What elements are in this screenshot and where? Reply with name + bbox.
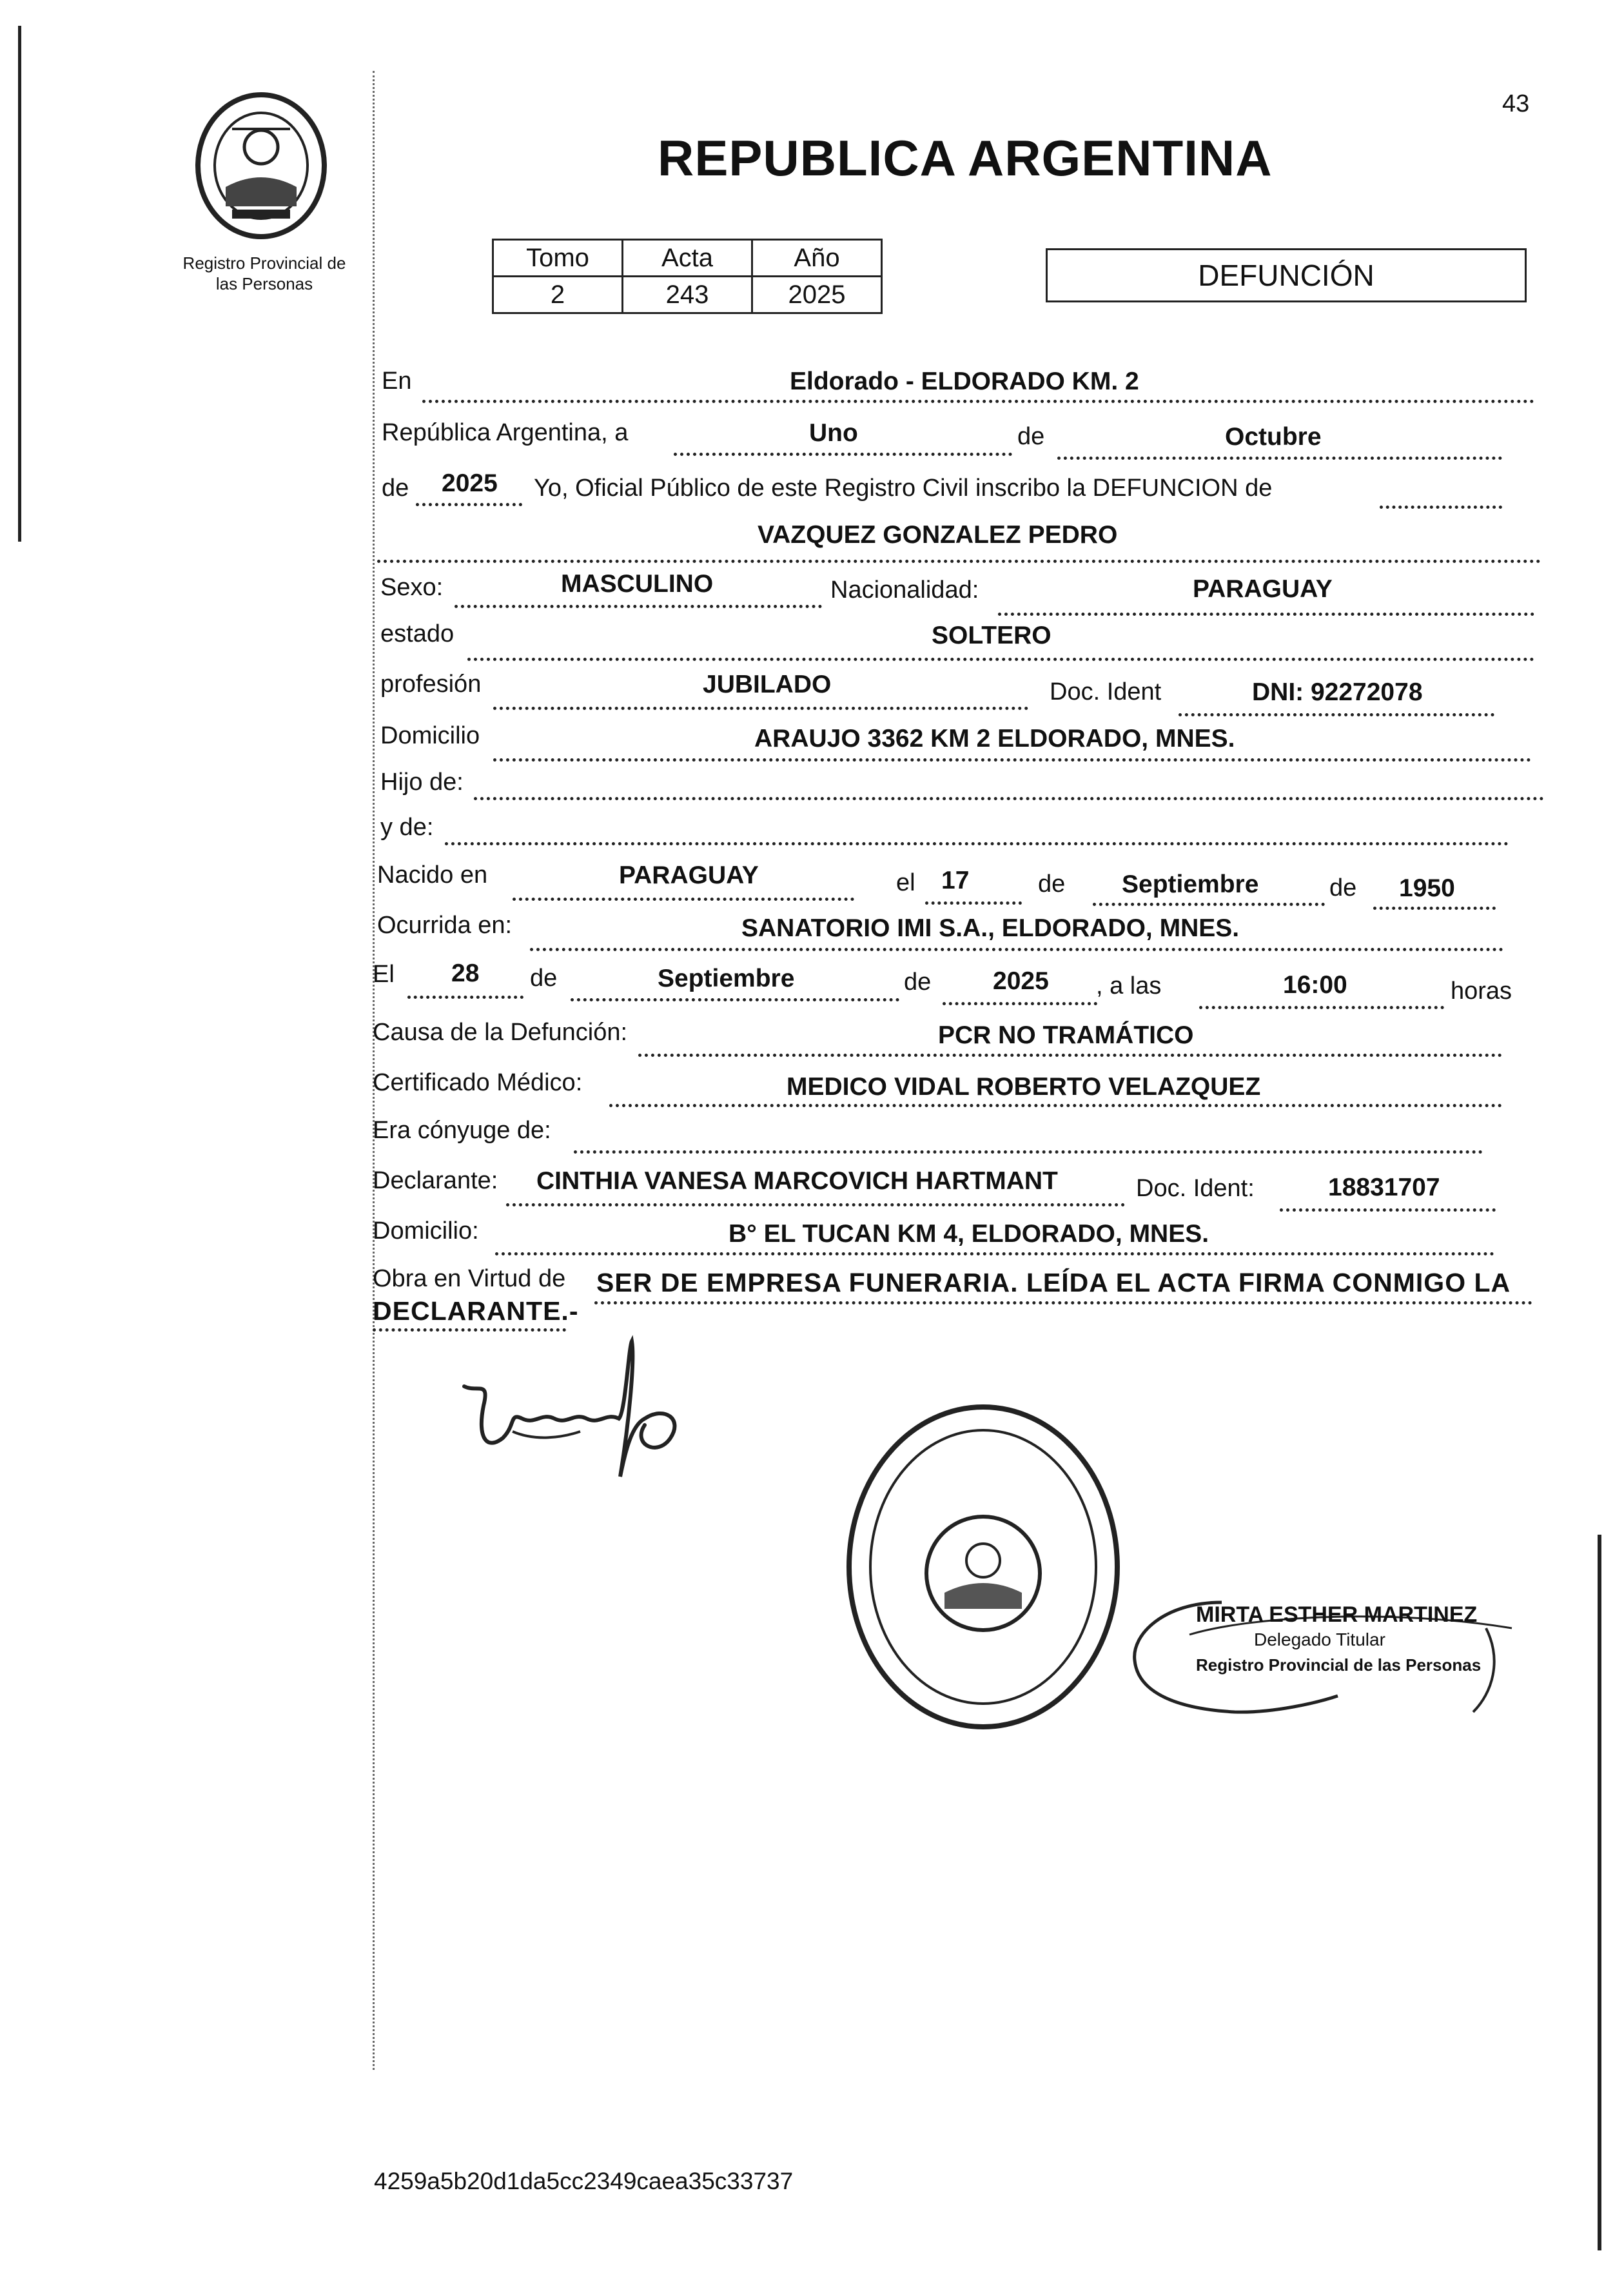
obra-line-2 bbox=[373, 1328, 566, 1332]
registry-table-header-row bbox=[493, 240, 882, 277]
estado-line bbox=[467, 658, 1534, 661]
registry-table-value-row bbox=[493, 277, 882, 313]
registry-caption bbox=[168, 253, 361, 294]
causa-line bbox=[638, 1054, 1502, 1057]
registry-table bbox=[492, 239, 883, 314]
de-label-5: de bbox=[530, 965, 558, 992]
de-label-4: de bbox=[1329, 874, 1357, 901]
left-margin-rule bbox=[18, 26, 21, 542]
certificado-line bbox=[609, 1104, 1502, 1107]
nac-anio-line bbox=[1373, 907, 1496, 910]
causa-label: Causa de la Defunción: bbox=[373, 1019, 628, 1046]
doc-ident-value: DNI: 92272078 bbox=[1252, 678, 1423, 706]
profesion-label: profesión bbox=[380, 671, 482, 698]
mes-value: Octubre bbox=[1225, 423, 1322, 451]
ocurrida-label: Ocurrida en: bbox=[377, 912, 513, 939]
def-anio-value: 2025 bbox=[993, 967, 1049, 995]
nacionalidad-value: PARAGUAY bbox=[1193, 575, 1333, 603]
anio-value: 2025 bbox=[752, 277, 882, 313]
doc-ident-line bbox=[1179, 713, 1494, 716]
anio-value: 2025 bbox=[442, 469, 498, 497]
official-name: MIRTA ESTHER MARTINEZ bbox=[1196, 1602, 1478, 1627]
def-anio-line bbox=[943, 1002, 1097, 1005]
official-role: Delegado Titular bbox=[1254, 1629, 1385, 1649]
dia-line bbox=[674, 453, 1012, 456]
profesion-value: JUBILADO bbox=[703, 671, 832, 698]
causa-value: PCR NO TRAMÁTICO bbox=[938, 1021, 1194, 1049]
nac-anio-value: 1950 bbox=[1399, 874, 1455, 902]
def-mes-line bbox=[571, 998, 899, 1001]
official-org: Registro Provincial de las Personas bbox=[1196, 1655, 1482, 1675]
decl-doc-line bbox=[1280, 1208, 1496, 1212]
registry-oval-stamp bbox=[841, 1399, 1125, 1735]
declarante-value: CINTHIA VANESA MARCOVICH HARTMANT bbox=[536, 1167, 1058, 1195]
misiones-logo bbox=[193, 90, 329, 242]
certificado-label: Certificado Médico: bbox=[373, 1069, 583, 1096]
document-title: REPUBLICA ARGENTINA bbox=[658, 130, 1273, 186]
nacido-label: Nacido en bbox=[377, 861, 488, 889]
document-hash: 4259a5b20d1da5cc2349caea35c33737 bbox=[374, 2168, 794, 2194]
sexo-value: MASCULINO bbox=[561, 570, 714, 598]
nacido-line bbox=[513, 898, 854, 901]
republica-label: República Argentina, a bbox=[382, 419, 629, 446]
en-value: Eldorado - ELDORADO KM. 2 bbox=[790, 368, 1139, 395]
y-de-label: y de: bbox=[380, 814, 434, 841]
ocurrida-line bbox=[530, 948, 1503, 951]
tomo-header: Tomo bbox=[493, 240, 623, 277]
estado-value: SOLTERO bbox=[932, 622, 1052, 649]
sexo-line bbox=[455, 605, 822, 608]
registry-caption-line1: Registro Provincial de bbox=[182, 253, 346, 273]
obra-value-line2: DECLARANTE.- bbox=[373, 1296, 579, 1326]
nac-mes-value: Septiembre bbox=[1122, 871, 1259, 898]
def-hora-line bbox=[1199, 1006, 1444, 1009]
decl-domicilio-value: B° EL TUCAN KM 4, ELDORADO, MNES. bbox=[729, 1220, 1209, 1248]
acta-header: Acta bbox=[623, 240, 752, 277]
a-las-label: , a las bbox=[1096, 972, 1162, 999]
decl-doc-value: 18831707 bbox=[1328, 1174, 1440, 1201]
certificado-value: MEDICO VIDAL ROBERTO VELAZQUEZ bbox=[787, 1073, 1261, 1101]
nacionalidad-line bbox=[998, 613, 1534, 616]
dia-value: Uno bbox=[809, 419, 858, 447]
record-type-box bbox=[1046, 248, 1527, 302]
declarant-signature bbox=[451, 1335, 696, 1502]
anio-header: Año bbox=[752, 240, 882, 277]
obra-value-line1: SER DE EMPRESA FUNERARIA. LEÍDA EL ACTA FIRMA CONMIGO LA bbox=[596, 1268, 1511, 1297]
nac-dia-value: 17 bbox=[941, 867, 970, 894]
def-dia-value: 28 bbox=[451, 959, 480, 987]
hijo-label: Hijo de: bbox=[380, 769, 464, 796]
nacionalidad-label: Nacionalidad: bbox=[830, 576, 979, 604]
record-type: DEFUNCIÓN bbox=[1198, 259, 1375, 292]
def-hora-value: 16:00 bbox=[1283, 971, 1347, 999]
horas-label: horas bbox=[1451, 978, 1512, 1005]
nacido-value: PARAGUAY bbox=[619, 861, 759, 889]
tomo-value: 2 bbox=[493, 277, 623, 313]
el-label: el bbox=[896, 869, 915, 896]
y-de-line bbox=[445, 842, 1509, 845]
sexo-label: Sexo: bbox=[380, 574, 444, 601]
nombre-line bbox=[377, 560, 1541, 563]
domicilio-label: Domicilio bbox=[380, 722, 480, 749]
obra-line-1 bbox=[594, 1301, 1532, 1304]
page-number: 43 bbox=[1502, 90, 1530, 117]
mes-line bbox=[1057, 457, 1502, 460]
oficial-text: Yo, Oficial Público de este Registro Civil inscribo la DEFUNCION de bbox=[534, 475, 1273, 502]
nombre-value: VAZQUEZ GONZALEZ PEDRO bbox=[758, 521, 1118, 549]
decl-domicilio-label: Domicilio: bbox=[373, 1217, 479, 1245]
estado-label: estado bbox=[380, 620, 455, 647]
right-margin-rule bbox=[1598, 1535, 1601, 2250]
conyuge-line bbox=[574, 1150, 1483, 1154]
domicilio-value: ARAUJO 3362 KM 2 ELDORADO, MNES. bbox=[754, 725, 1235, 753]
nac-dia-line bbox=[925, 901, 1022, 905]
de-label-1: de bbox=[1017, 423, 1045, 450]
official-signature-stamp bbox=[1125, 1589, 1531, 1725]
hijo-line bbox=[474, 797, 1544, 800]
nac-mes-line bbox=[1093, 903, 1325, 906]
en-label: En bbox=[382, 368, 412, 395]
declarante-line bbox=[506, 1203, 1125, 1206]
acta-value: 243 bbox=[623, 277, 752, 313]
de-label-3: de bbox=[1038, 871, 1066, 898]
registry-caption-line2: las Personas bbox=[215, 274, 313, 293]
anio-line bbox=[416, 503, 522, 506]
en-line bbox=[422, 400, 1534, 403]
ocurrida-value: SANATORIO IMI S.A., ELDORADO, MNES. bbox=[741, 914, 1240, 942]
decl-doc-label: Doc. Ident: bbox=[1136, 1175, 1255, 1202]
conyuge-label: Era cónyuge de: bbox=[373, 1117, 551, 1144]
profesion-line bbox=[493, 707, 1028, 710]
decl-domicilio-line bbox=[495, 1252, 1494, 1255]
obra-label: Obra en Virtud de bbox=[373, 1265, 566, 1292]
de-label-2: de bbox=[382, 475, 409, 502]
domicilio-line bbox=[493, 758, 1531, 762]
de-label-6: de bbox=[904, 969, 932, 996]
el-label-2: El bbox=[373, 961, 395, 988]
declarante-label: Declarante: bbox=[373, 1167, 498, 1194]
oficial-line bbox=[1380, 506, 1502, 509]
def-dia-line bbox=[407, 996, 523, 999]
def-mes-value: Septiembre bbox=[658, 965, 795, 992]
doc-ident-label: Doc. Ident bbox=[1050, 678, 1162, 705]
